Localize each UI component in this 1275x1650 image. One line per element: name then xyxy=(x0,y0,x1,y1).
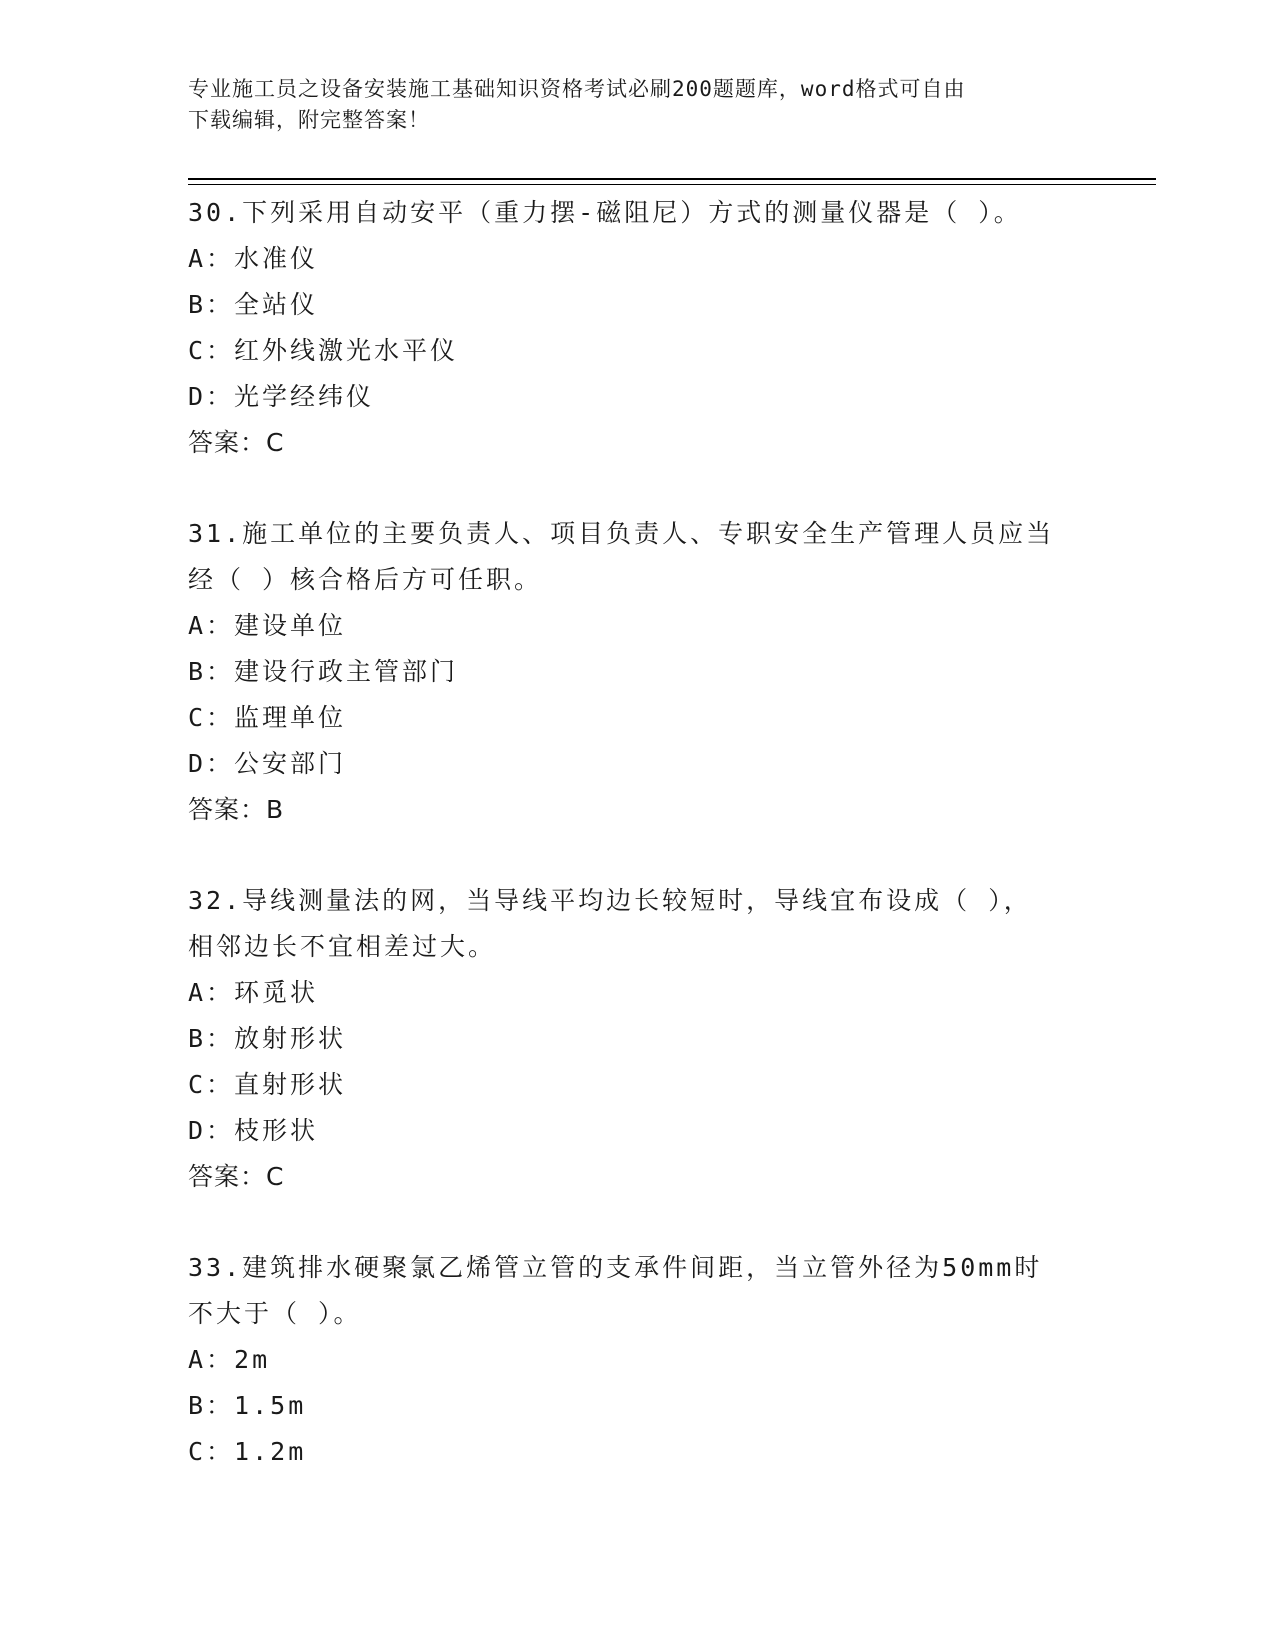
option-a: A：水准仪 xyxy=(188,244,319,273)
option-a: A：建设单位 xyxy=(188,611,347,640)
question-text-line-2: 相邻边长不宜相差过大。 xyxy=(188,932,497,961)
question-text-line-2: 经（ ）核合格后方可任职。 xyxy=(188,565,543,594)
option-b: B：1.5m xyxy=(188,1391,307,1420)
option-d: D：公安部门 xyxy=(188,749,347,778)
option-c: C：红外线激光水平仪 xyxy=(188,336,459,365)
question-text-line-1: 33.建筑排水硬聚氯乙烯管立管的支承件间距，当立管外径为50mm时 xyxy=(188,1253,1043,1282)
question-text-line-1: 32.导线测量法的网，当导线平均边长较短时，导线宜布设成（ ）， xyxy=(188,886,1032,915)
document-header xyxy=(188,74,1068,136)
question-31 xyxy=(188,511,1088,833)
option-a: A：环觅状 xyxy=(188,978,319,1007)
header-line-2: 下载编辑，附完整答案！ xyxy=(188,108,430,132)
option-b: B：放射形状 xyxy=(188,1024,347,1053)
option-d: D：枝形状 xyxy=(188,1116,319,1145)
option-a: A：2m xyxy=(188,1345,271,1374)
question-30 xyxy=(188,190,1088,466)
question-text-line-2: 不大于（ ）。 xyxy=(188,1299,362,1328)
option-b: B：建设行政主管部门 xyxy=(188,657,459,686)
option-c: C：直射形状 xyxy=(188,1070,347,1099)
question-text: 30.下列采用自动安平（重力摆-磁阻尼）方式的测量仪器是（ ）。 xyxy=(188,198,1022,227)
header-rule-thin xyxy=(188,184,1156,185)
question-list xyxy=(188,190,1088,1520)
answer: 答案：C xyxy=(188,1162,285,1191)
option-b: B：全站仪 xyxy=(188,290,319,319)
option-c: C：1.2m xyxy=(188,1437,307,1466)
option-c: C：监理单位 xyxy=(188,703,347,732)
answer: 答案：B xyxy=(188,795,285,824)
header-rule-thick xyxy=(188,178,1156,180)
question-text-line-1: 31.施工单位的主要负责人、项目负责人、专职安全生产管理人员应当 xyxy=(188,519,1055,548)
option-d: D：光学经纬仪 xyxy=(188,382,375,411)
answer: 答案：C xyxy=(188,428,285,457)
header-line-1: 专业施工员之设备安装施工基础知识资格考试必刷200题题库，word格式可自由 xyxy=(188,77,966,101)
question-32 xyxy=(188,878,1088,1200)
question-33 xyxy=(188,1245,1088,1475)
